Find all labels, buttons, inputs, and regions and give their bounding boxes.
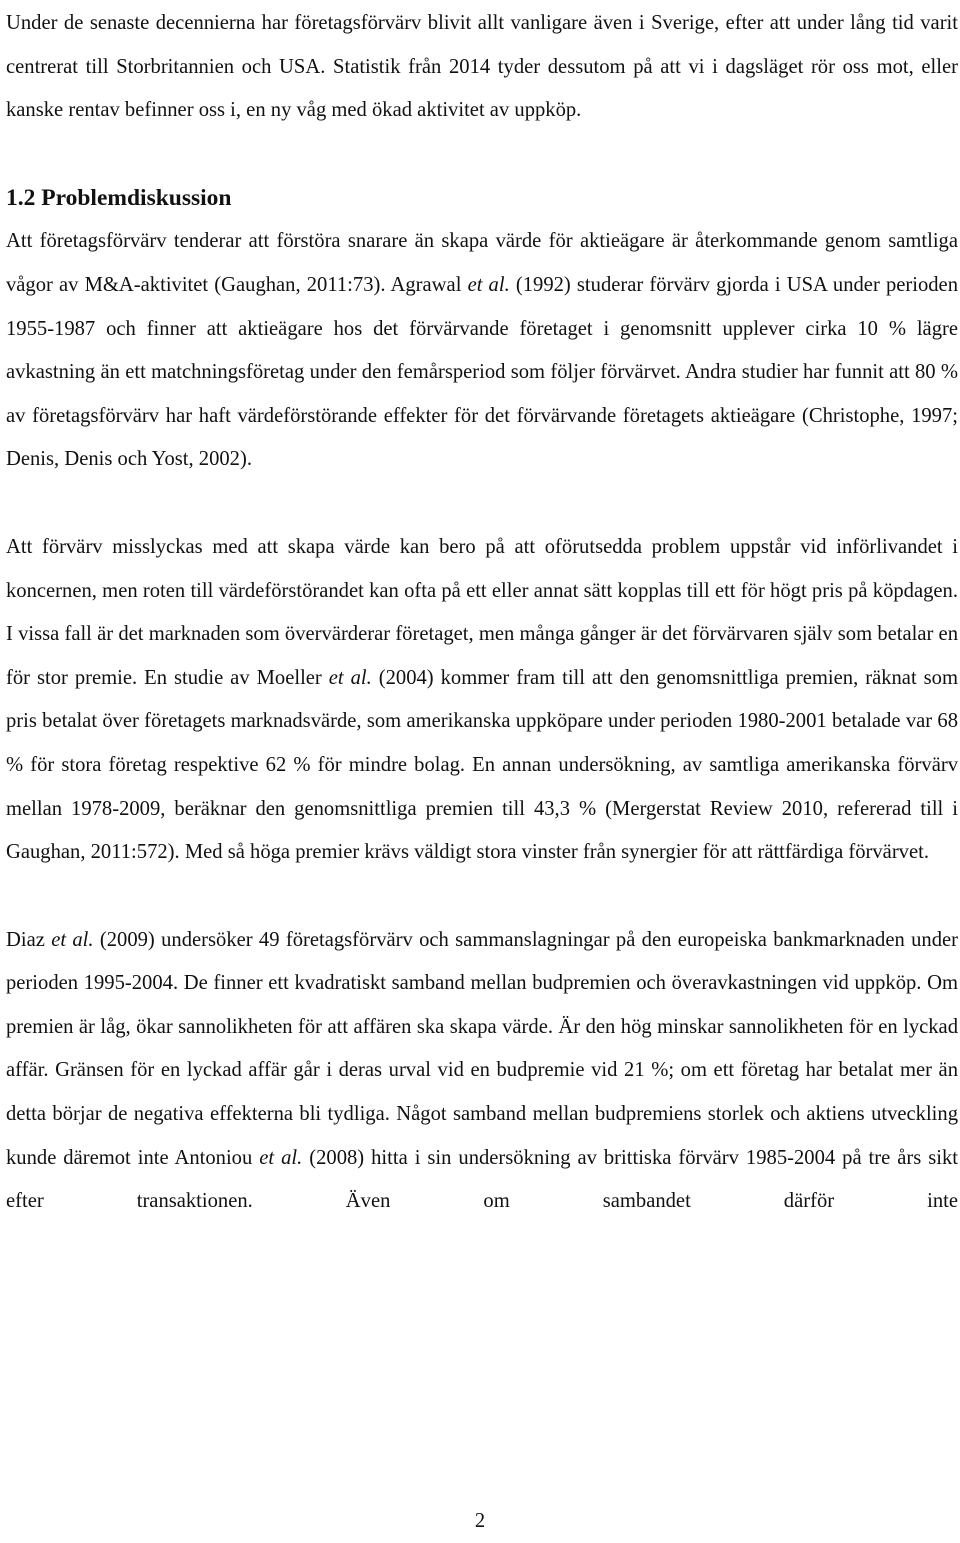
italic-et-al: et al. <box>467 273 510 296</box>
section-heading: 1.2 Problemdiskussion <box>6 184 232 211</box>
intro-text: Under de senaste decennierna har företagsförvärv blivit allt vanligare även i Sverige, efter att under lång tid varit centrerat till Storbritannien och USA. Statistik från 2014 tyder dessutom på att vi i dagsläget rör oss mot, eller kanske rentav befinner oss i, en ny våg med ökad aktivitet av uppköp. <box>6 12 958 122</box>
paragraph-text: (2009) undersöker 49 företagsförvärv och sammanslagningar på den europeiska bankmarknaden under perioden 1995-2004. De finner ett kvadratiskt samband mellan budpremien och överavkastningen vid uppköp. Om premien är låg, ökar sannolikheten för att affären ska skapa värde. Är den hög minskar sannolikheten för en lyckad affär. Gränsen för en lyckad affär går i deras urval vid en budpremie vid 21 %; om ett företag har betalat mer än detta börjar de negativa effekterna bli tydliga. Något samband mellan budpremiens storlek och aktiens utveckling kunde däremot inte Antoniou <box>6 928 958 1169</box>
document-page <box>6 2 958 1224</box>
paragraph-gap <box>6 875 958 919</box>
paragraph-text: (1992) studerar förvärv gjorda i USA under perioden 1955-1987 och finner att aktieägare hos det förvärvande företaget i genomsnitt upplever cirka 10 % lägre avkastning än ett matchningsföretag under den femårsperiod som följer förvärvet. Andra studier har funnit att 80 % av företagsförvärv har haft värdeförstörande effekter för det förvärvande företagets aktieägare (Christophe, 1997; Denis, Denis och Yost, 2002). <box>6 273 958 471</box>
problem-paragraph-3 <box>6 919 958 1224</box>
italic-et-al: et al. <box>328 666 372 689</box>
paragraph-gap <box>6 133 958 177</box>
paragraph-text: Att förvärv misslyckas med att skapa värde kan bero på att oförutsedda problem uppstår vid införlivandet i koncernen, men roten till värdeförstörandet kan ofta på ett eller annat sätt kopplas till ett för högt pris på köpdagen. I vissa fall är det marknaden som övervärderar företaget, men många gånger är det förvärvaren själv som betalar en för stor premie. En studie av Moeller <box>6 535 958 689</box>
italic-et-al: et al. <box>51 928 94 951</box>
problem-paragraph-1 <box>6 220 958 482</box>
italic-et-al: et al. <box>259 1146 303 1169</box>
paragraph-text: (2008) hitta i sin undersökning av brittiska förvärv 1985-2004 på tre års sikt efter transaktionen. Även om sambandet därför inte <box>6 1146 958 1213</box>
paragraph-text: (2004) kommer fram till att den genomsnittliga premien, räknat som pris betalat över företagets marknadsvärde, som amerikanska uppköpare under perioden 1980-2001 betalade var 68 % för stora företag respektive 62 % för mindre bolag. En annan undersökning, av samtliga amerikanska förvärv mellan 1978-2009, beräknar den genomsnittliga premien till 43,3 % (Mergerstat Review 2010, refererad till i Gaughan, 2011:572). Med så höga premier krävs väldigt stora vinster från synergier för att rättfärdiga förvärvet. <box>6 666 958 864</box>
paragraph-text: Att företagsförvärv tenderar att förstöra snarare än skapa värde för aktieägare är återkommande genom samtliga vågor av M&A-aktivitet (Gaughan, 2011:73). Agrawal <box>6 230 958 296</box>
paragraph-text: Diaz <box>6 928 52 951</box>
problem-paragraph-2 <box>6 526 958 875</box>
paragraph-gap <box>6 482 958 526</box>
page-number: 2 <box>474 1510 486 1532</box>
intro-paragraph <box>6 2 958 133</box>
